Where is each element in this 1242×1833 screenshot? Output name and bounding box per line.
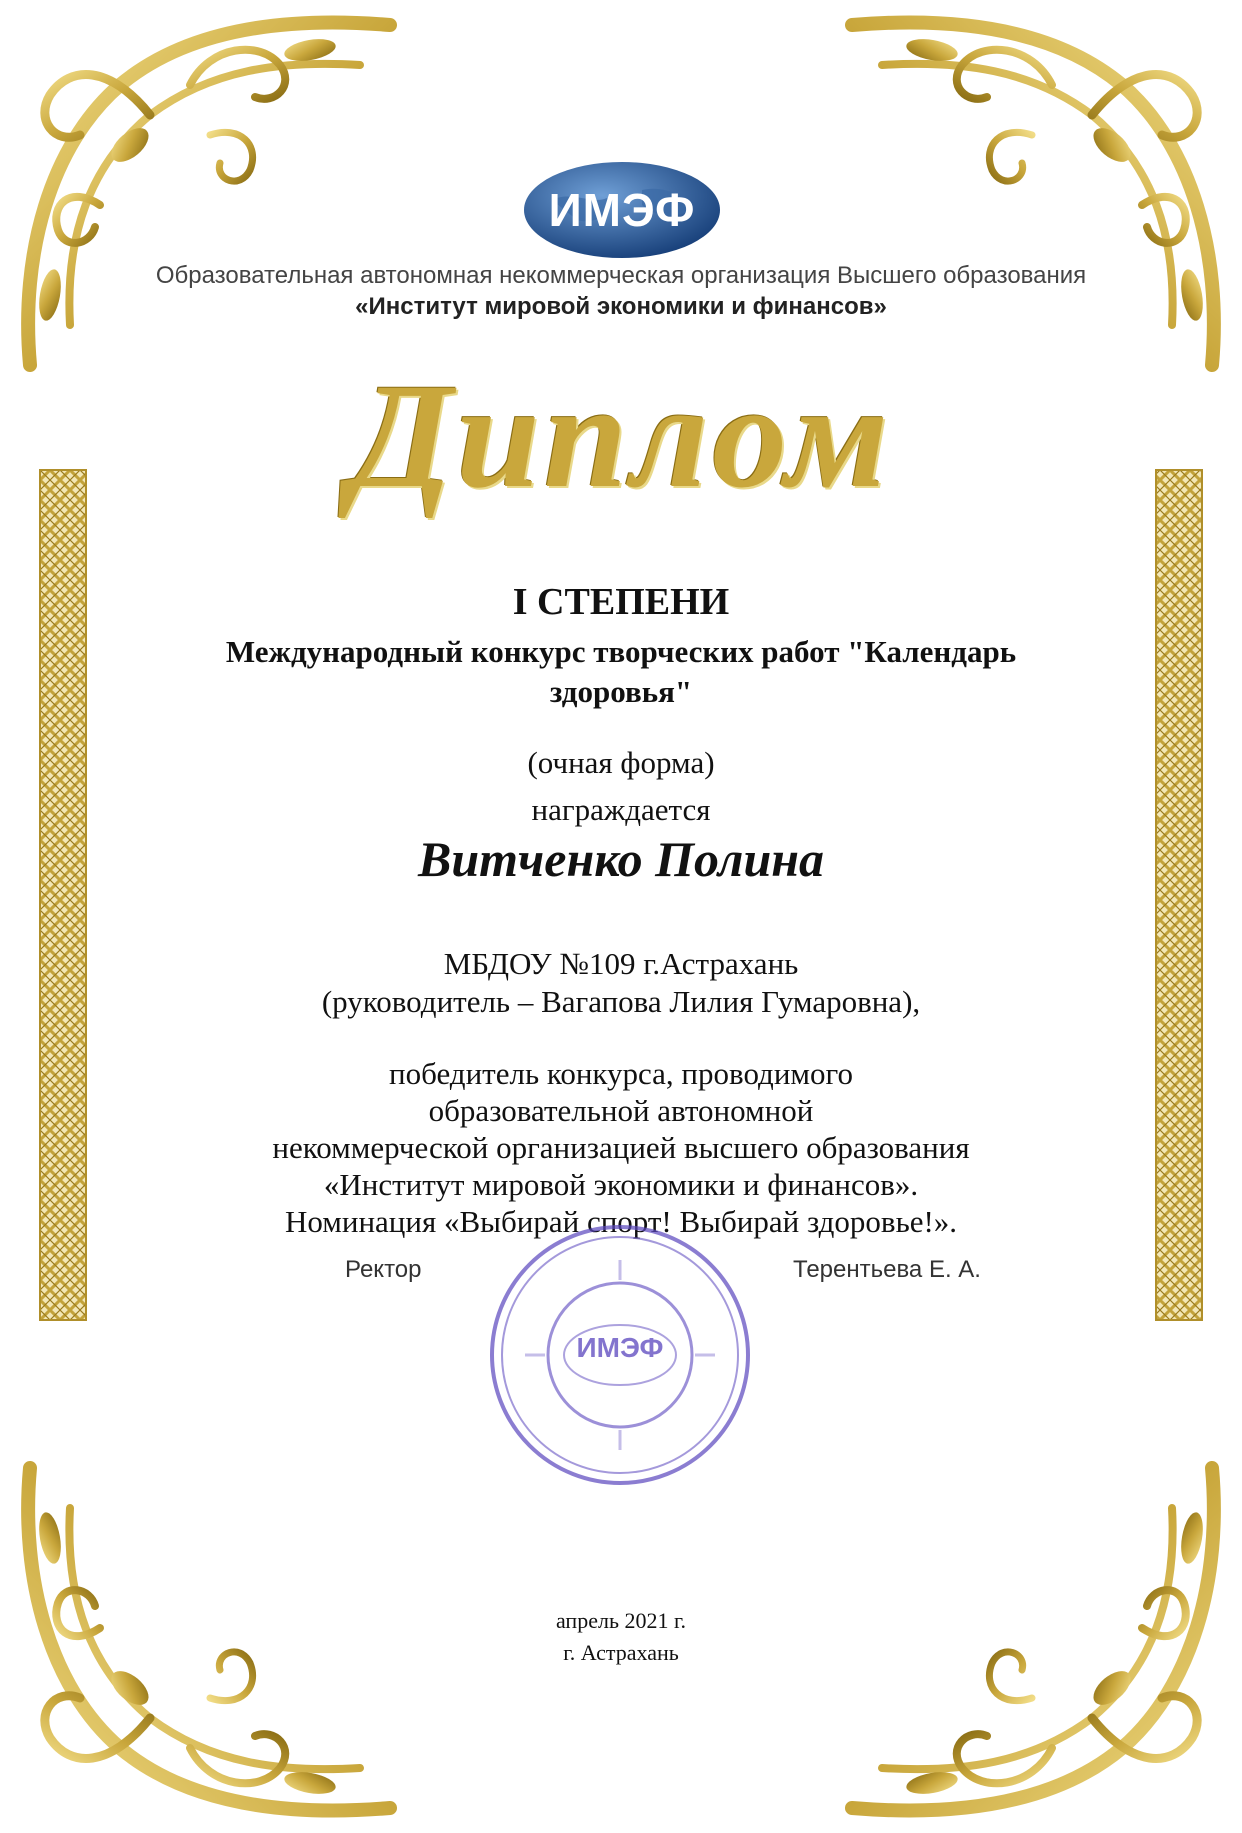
recipient-name: Витченко Полина <box>417 831 825 887</box>
contest-name <box>0 632 1242 712</box>
signature-role: Ректор <box>345 1256 422 1283</box>
winner-line: «Институт мировой экономики и финансов». <box>323 1167 919 1202</box>
winner-description <box>0 1055 1242 1240</box>
winner-line: образовательной автономной <box>428 1093 814 1128</box>
winner-line: Номинация «Выбирай спорт! Выбирай здоровье!». <box>284 1204 958 1239</box>
school-info <box>0 945 1242 1021</box>
contest-line: здоровья" <box>549 674 693 709</box>
imef-logo <box>522 160 722 260</box>
awarded-label: награждается <box>531 792 711 827</box>
school-line: МБДОУ №109 г.Астрахань <box>443 946 799 981</box>
issue-info <box>0 1605 1242 1669</box>
diploma-title: Диплом <box>349 353 893 519</box>
official-stamp <box>485 1220 755 1490</box>
participation-form: (очная форма) <box>527 745 715 780</box>
signature-name: Терентьева Е. А. <box>793 1256 981 1283</box>
contest-line: Международный конкурс творческих работ "Календарь <box>225 634 1017 669</box>
issue-city: г. Астрахань <box>563 1640 679 1665</box>
winner-line: некоммерческой организацией высшего образования <box>272 1130 970 1165</box>
stamp-center-text: ИМЭФ <box>576 1332 664 1363</box>
degree-heading: I СТЕПЕНИ <box>512 581 730 623</box>
logo-text: ИМЭФ <box>548 184 696 236</box>
issue-date: апрель 2021 г. <box>555 1608 687 1633</box>
org-name-line2: «Институт мировой экономики и финансов» <box>355 293 887 320</box>
winner-line: победитель конкурса, проводимого <box>389 1056 853 1091</box>
org-name-line1: Образовательная автономная некоммерческая организация Высшего образования <box>155 262 1087 289</box>
school-line: (руководитель – Вагапова Лилия Гумаровна), <box>321 984 921 1019</box>
